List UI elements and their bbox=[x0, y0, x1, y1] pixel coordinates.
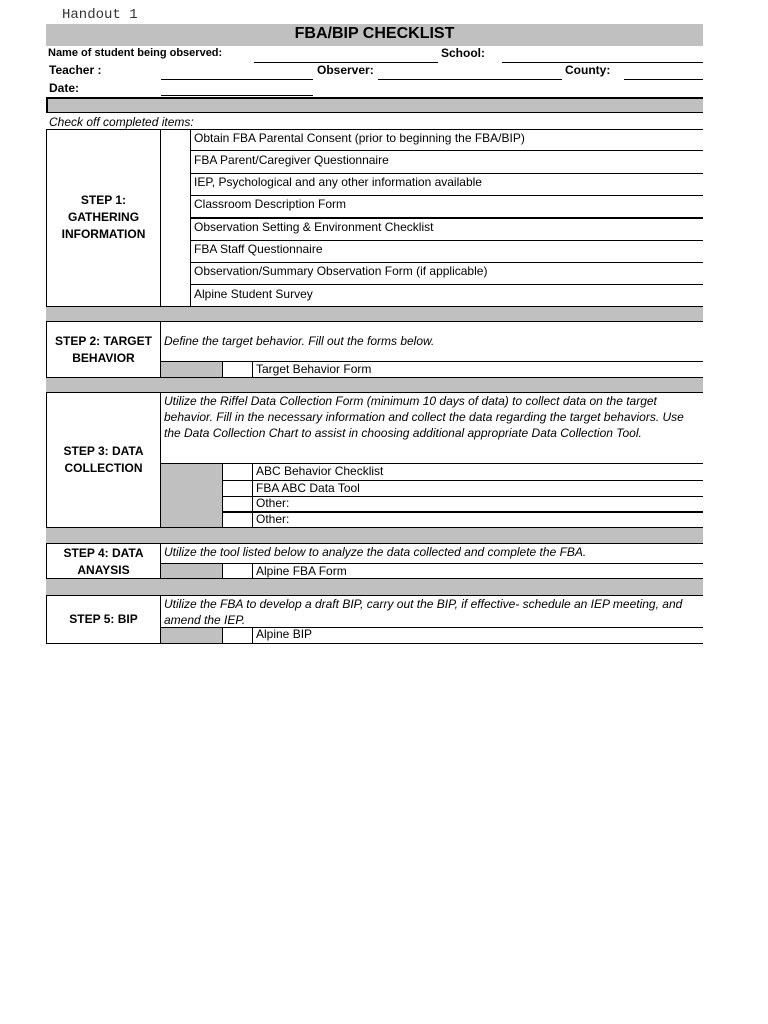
school-label: School: bbox=[441, 46, 485, 60]
step3-shaded-cell bbox=[161, 464, 222, 527]
teacher-label: Teacher : bbox=[49, 63, 102, 77]
section-separator bbox=[46, 578, 703, 596]
step1-checkbox[interactable] bbox=[160, 264, 189, 282]
step3-checkbox[interactable] bbox=[223, 481, 252, 495]
step2-shaded-cell bbox=[161, 362, 222, 377]
row-line bbox=[190, 262, 703, 263]
section-separator bbox=[46, 377, 703, 393]
student-name-label: Name of student being observed: bbox=[48, 47, 223, 59]
step4-shaded-cell bbox=[161, 564, 222, 578]
step3-title: STEP 3: DATA COLLECTION bbox=[63, 444, 144, 475]
row-line bbox=[190, 195, 703, 196]
step1-item: FBA Staff Questionnaire bbox=[194, 242, 323, 256]
step5-shaded-cell bbox=[161, 628, 222, 643]
step5-title: STEP 5: BIP bbox=[69, 612, 138, 626]
step1-top-border bbox=[46, 129, 703, 130]
cell-divider bbox=[252, 627, 253, 643]
row-line bbox=[190, 284, 703, 285]
observer-field[interactable] bbox=[378, 79, 562, 80]
step1-item: Alpine Student Survey bbox=[194, 287, 313, 301]
row-line bbox=[190, 217, 703, 219]
row-line bbox=[222, 496, 703, 497]
step1-item: IEP, Psychological and any other information available bbox=[194, 175, 482, 189]
step4-item: Alpine FBA Form bbox=[256, 564, 347, 578]
step2-item: Target Behavior Form bbox=[256, 362, 372, 376]
handout-label: Handout 1 bbox=[62, 7, 138, 23]
instructions-text: Check off completed items: bbox=[49, 115, 194, 129]
step1-item: Obtain FBA Parental Consent (prior to beginning the FBA/BIP) bbox=[194, 131, 525, 145]
step1-item: Observation/Summary Observation Form (if applicable) bbox=[194, 264, 488, 278]
step3-checkbox[interactable] bbox=[223, 464, 252, 479]
cell-divider bbox=[252, 563, 253, 578]
step4-description: Utilize the tool listed below to analyze the data collected and complete the FBA. bbox=[164, 545, 587, 559]
step2-description: Define the target behavior. Fill out the forms below. bbox=[164, 334, 435, 348]
step2-title: STEP 2: TARGET BEHAVIOR bbox=[55, 334, 152, 365]
row-line bbox=[190, 150, 703, 151]
section-separator bbox=[46, 306, 703, 322]
step5-description: Utilize the FBA to develop a draft BIP, carry out the BIP, if effective- schedule an IEP meeting, and amend the IEP. bbox=[164, 597, 683, 627]
step3-checkbox[interactable] bbox=[223, 513, 252, 526]
step3-item: Other: bbox=[256, 512, 290, 526]
step4-title: STEP 4: DATA ANAYSIS bbox=[63, 546, 144, 577]
step3-item: ABC Behavior Checklist bbox=[256, 464, 384, 478]
row-line bbox=[190, 240, 703, 241]
county-label: County: bbox=[565, 63, 611, 77]
table-bottom-border bbox=[46, 643, 703, 644]
step3-item: Other: bbox=[256, 496, 290, 510]
step1-item: Observation Setting & Environment Checklist bbox=[194, 220, 434, 234]
date-label: Date: bbox=[49, 81, 80, 95]
step4-checkbox[interactable] bbox=[223, 564, 252, 578]
step1-checkbox[interactable] bbox=[160, 242, 189, 260]
step2-checkbox[interactable] bbox=[223, 362, 252, 377]
date-field[interactable] bbox=[161, 95, 313, 96]
step1-title: STEP 1: GATHERING INFORMATION bbox=[61, 193, 146, 241]
teacher-field[interactable] bbox=[161, 79, 313, 80]
step1-checkbox[interactable] bbox=[160, 175, 189, 193]
observer-label: Observer: bbox=[317, 63, 374, 77]
row-line bbox=[190, 173, 703, 174]
county-field[interactable] bbox=[624, 79, 703, 80]
step5-checkbox[interactable] bbox=[223, 628, 252, 643]
step1-checkbox[interactable] bbox=[160, 131, 189, 149]
step3-description: Utilize the Riffel Data Collection Form (minimum 10 days of data) to collect data on the target behavior. Fill in the necessary information and collect the data regarding the target behaviors. Use the Data Collection Chart to assist in choosing additional appropriate Data Collection Tool. bbox=[164, 394, 684, 440]
cell-divider bbox=[252, 361, 253, 377]
step1-checkbox[interactable] bbox=[160, 197, 189, 215]
step1-checkbox[interactable] bbox=[160, 220, 189, 238]
step3-item: FBA ABC Data Tool bbox=[256, 481, 360, 495]
step1-checkbox[interactable] bbox=[160, 153, 189, 171]
step1-item: Classroom Description Form bbox=[194, 197, 347, 211]
row-line bbox=[222, 511, 703, 513]
step3-checkbox[interactable] bbox=[223, 497, 252, 510]
step5-item: Alpine BIP bbox=[256, 627, 313, 641]
step1-item: FBA Parent/Caregiver Questionnaire bbox=[194, 153, 389, 167]
page-title: FBA/BIP CHECKLIST bbox=[294, 25, 455, 42]
step1-checkbox[interactable] bbox=[160, 286, 189, 304]
header-divider-bar bbox=[46, 97, 703, 113]
cell-divider bbox=[252, 463, 253, 527]
section-separator bbox=[46, 527, 703, 544]
